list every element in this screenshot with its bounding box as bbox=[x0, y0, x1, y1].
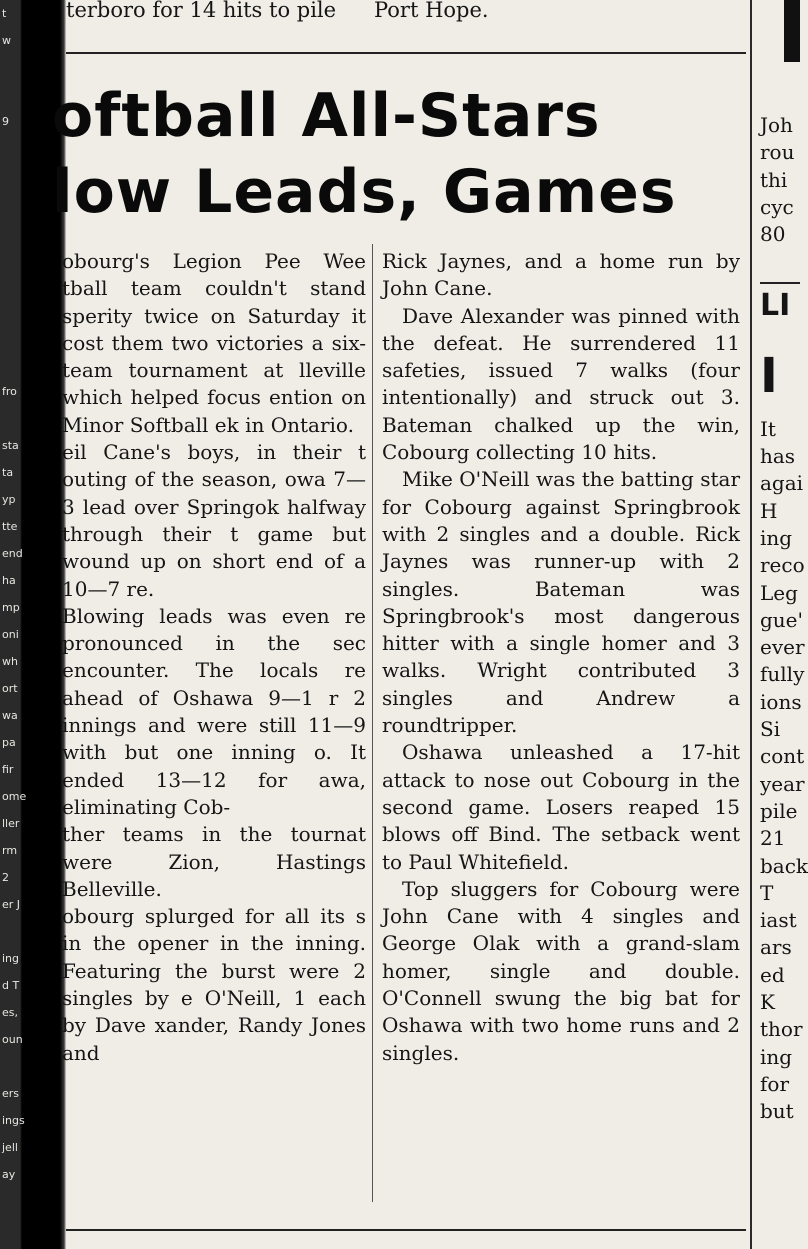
adjacent-column-fragments bbox=[0, 0, 27, 1249]
edge-fragment: oni bbox=[2, 628, 19, 641]
fragment-line: iast bbox=[760, 908, 797, 933]
edge-fragment: ome bbox=[2, 790, 27, 803]
fragment-line: for bbox=[760, 1071, 790, 1096]
edge-fragment: ers bbox=[2, 1087, 20, 1100]
bottom-divider bbox=[66, 1229, 746, 1231]
headline bbox=[52, 78, 752, 230]
edge-fragment bbox=[0, 243, 24, 270]
edge-fragment: wa bbox=[2, 709, 18, 722]
headline-line-2: low Leads, Games bbox=[52, 157, 677, 227]
edge-fragment: ings bbox=[2, 1114, 25, 1127]
paragraph: obourg splurged for all its s in the opener in the inning. Featuring the burst were 2 singles by e O'Neill, 1 each by Dave xander, Randy Jones and bbox=[62, 904, 366, 1065]
fragment-line: cont bbox=[760, 744, 805, 769]
edge-fragment bbox=[0, 405, 24, 432]
edge-fragment: oun bbox=[2, 1033, 23, 1046]
edge-fragment: end bbox=[2, 547, 23, 560]
paragraph: obourg's Legion Pee Wee tball team couldn't stand sperity twice on Saturday it cost them two victories a six-team tournament at lleville which helped focus ention on Minor Softball ek in Ontario. bbox=[62, 249, 366, 437]
edge-fragment: rm bbox=[2, 844, 18, 857]
edge-fragment: yp bbox=[2, 493, 16, 506]
edge-fragment bbox=[0, 1053, 24, 1080]
edge-fragment: wh bbox=[2, 655, 18, 668]
fragment-line: ever bbox=[760, 635, 805, 660]
photo-fragment bbox=[784, 0, 800, 62]
fragment-line: but bbox=[760, 1099, 794, 1124]
paragraph: eil Cane's boys, in their t outing of the season, owa 7—3 lead over Springok halfway through their t game but wound up on short end of a 10—7 re. bbox=[62, 440, 366, 601]
edge-fragment bbox=[0, 162, 24, 189]
edge-fragment: ller bbox=[2, 817, 20, 830]
edge-fragment bbox=[0, 324, 24, 351]
article-column-middle bbox=[382, 248, 740, 1067]
fragment-line: LI bbox=[760, 287, 791, 323]
edge-fragment: tte bbox=[2, 520, 18, 533]
column-divider bbox=[372, 244, 373, 1202]
fragment-line: reco bbox=[760, 553, 805, 578]
paragraph: Mike O'Neill was the batting star for Cobourg against Springbrook with 2 singles and a double. Rick Jaynes was runner-up with 2 singles. Bateman was Springbrook's most dangerous hitter with a single homer and 3 walks. Wright contributed 3 singles and Andrew a roundtripper. bbox=[382, 467, 740, 738]
edge-fragment: ha bbox=[2, 574, 16, 587]
fragment-line: 21 bbox=[760, 826, 786, 851]
edge-fragment bbox=[0, 918, 24, 945]
edge-fragment bbox=[0, 216, 24, 243]
fragment-line: fully bbox=[760, 662, 805, 687]
edge-fragment bbox=[0, 54, 24, 81]
fragment-line: pile bbox=[760, 798, 798, 823]
edge-fragment: es, bbox=[2, 1006, 18, 1019]
article-column-left bbox=[62, 248, 366, 1067]
edge-fragment: pa bbox=[2, 736, 16, 749]
paragraph: Rick Jaynes, and a home run by John Cane. bbox=[382, 249, 740, 301]
paragraph: Oshawa unleashed a 17-hit attack to nose out Cobourg in the second game. Losers reaped 15 blows off Bind. The setback went to Paul Whitefield. bbox=[382, 740, 740, 874]
fragment-line: ars bbox=[760, 935, 792, 960]
fragment-line: year bbox=[760, 771, 805, 796]
fragment-line bbox=[760, 248, 800, 275]
headline-line-1: oftball All-Stars bbox=[52, 81, 601, 151]
edge-fragment: er J bbox=[2, 898, 21, 911]
edge-fragment: ing bbox=[2, 952, 20, 965]
top-right-fragment: Port Hope. bbox=[374, 0, 489, 22]
paragraph: Dave Alexander was pinned with the defeat. He surrendered 11 safeties, issued 7 walks (four intentionally) and struck out 3. Bateman chalked up the win, Cobourg collecting 10 hits. bbox=[382, 303, 740, 465]
edge-fragment bbox=[0, 81, 24, 108]
fragment-line: ed bbox=[760, 962, 785, 987]
fragment-line: It bbox=[760, 416, 776, 441]
fragment-line: ions bbox=[760, 689, 802, 714]
edge-fragment: 9 bbox=[2, 115, 9, 128]
edge-fragment: t bbox=[2, 7, 7, 20]
edge-fragment: ay bbox=[2, 1168, 16, 1181]
paragraph: Top sluggers for Cobourg were John Cane with 4 singles and George Olak with a grand-slam homer, single and double. O'Connell swung the big bat for Oshawa with two home runs and 2 singles. bbox=[382, 876, 740, 1065]
edge-fragment: w bbox=[2, 34, 11, 47]
edge-fragment bbox=[0, 189, 24, 216]
fragment-line: cyc bbox=[760, 194, 794, 219]
edge-fragment: fro bbox=[2, 385, 17, 398]
edge-fragment bbox=[0, 270, 24, 297]
edge-fragment: jell bbox=[2, 1141, 18, 1154]
paragraph: Blowing leads was even re pronounced in the sec encounter. The locals re ahead of Oshawa 9—1 r 2 innings and were still 11—9 with but one inning o. It ended 13—12 for awa, eliminating Cob- bbox=[62, 603, 366, 819]
top-left-fragment: terboro for 14 hits to pile bbox=[66, 0, 337, 22]
fragment-line: Si bbox=[760, 717, 781, 742]
edge-fragment: 2 bbox=[2, 871, 9, 884]
fragment-line: gue' bbox=[760, 607, 804, 632]
edge-fragment bbox=[0, 135, 24, 162]
fragment-line: K bbox=[760, 990, 775, 1015]
edge-fragment: sta bbox=[2, 439, 19, 452]
fragment-line: agai bbox=[760, 471, 804, 496]
edge-fragment: mp bbox=[2, 601, 20, 614]
top-divider bbox=[66, 52, 746, 54]
edge-fragment: d T bbox=[2, 979, 20, 992]
fragment-line: 80 bbox=[760, 222, 786, 247]
edge-fragment: fir bbox=[2, 763, 14, 776]
fragment-line: Joh bbox=[760, 113, 793, 137]
fragment-line: has bbox=[760, 444, 796, 469]
adjacent-article-fragment bbox=[760, 112, 808, 1126]
edge-fragment bbox=[0, 297, 24, 324]
edge-fragment: ort bbox=[2, 682, 18, 695]
fragment-line: ing bbox=[760, 525, 793, 550]
fragment-line: thor bbox=[760, 1017, 803, 1042]
fragment-line: T bbox=[760, 880, 774, 905]
fragment-line: ing bbox=[760, 1044, 793, 1069]
edge-fragment: ta bbox=[2, 466, 14, 479]
fragment-line: back bbox=[760, 853, 808, 878]
fragment-line: thi bbox=[760, 167, 788, 192]
fragment-line: Leg bbox=[760, 580, 798, 605]
fragment-line: H bbox=[760, 498, 778, 523]
edge-fragment bbox=[0, 351, 24, 378]
fragment-line: rou bbox=[760, 140, 795, 165]
paragraph: ther teams in the tournat were Zion, Hastings Belleville. bbox=[62, 822, 366, 901]
fragment-line: I bbox=[760, 347, 778, 404]
